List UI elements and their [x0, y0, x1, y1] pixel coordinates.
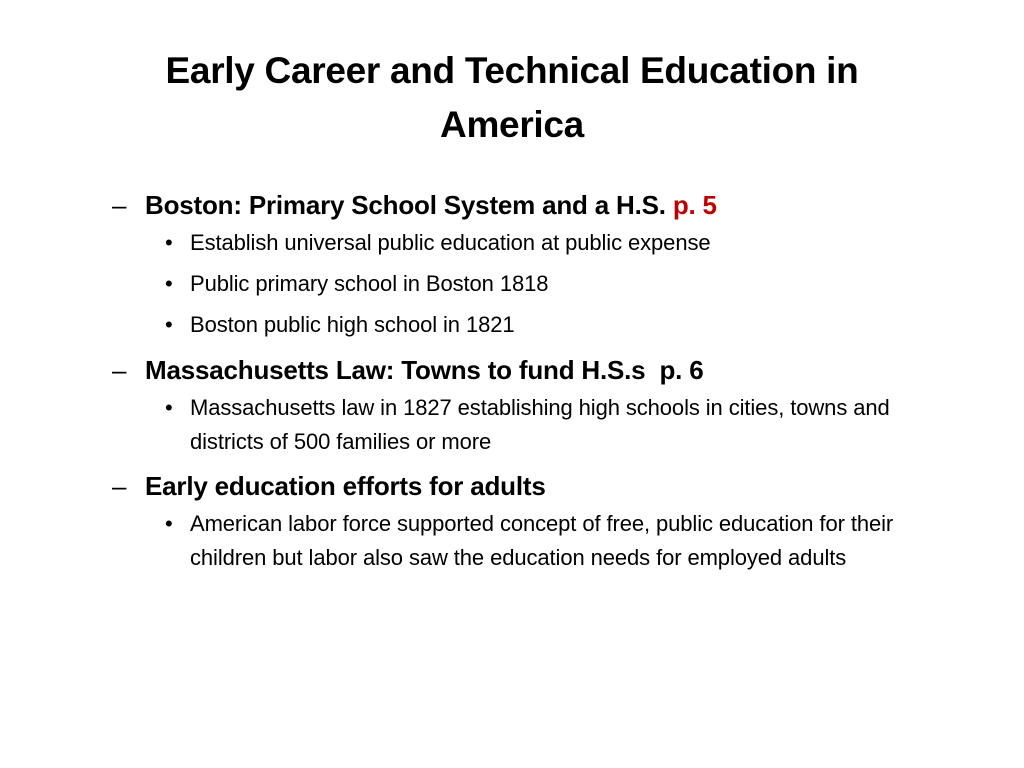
bullet-marker: •: [165, 230, 173, 255]
list-item: [112, 391, 972, 459]
section-heading: [112, 184, 972, 226]
section-heading-text: Massachusetts Law: Towns to fund H.S.s: [145, 355, 660, 385]
list-item: [112, 267, 972, 301]
section-heading-text: Early education efforts for adults: [145, 471, 546, 501]
section-boston: [112, 184, 972, 342]
dash-marker: –: [112, 190, 127, 220]
section-heading: [112, 465, 972, 507]
section-massachusetts-law: [112, 349, 972, 459]
bullet-list: [112, 391, 972, 459]
bullet-marker: •: [165, 395, 173, 420]
list-item-text: American labor force supported concept of free, public education for their children but labor also saw the education needs for employed adults: [190, 511, 894, 570]
list-item-text: Massachusetts law in 1827 establishing high schools in cities, towns and districts of 500 families or more: [190, 395, 890, 454]
section-heading: [112, 349, 972, 391]
bullet-marker: •: [165, 511, 173, 536]
dash-marker: –: [112, 355, 127, 385]
page-reference: p. 6: [659, 355, 704, 385]
section-adult-education: [112, 465, 972, 575]
bullet-list: [112, 507, 972, 575]
list-item: [112, 507, 972, 575]
bullet-marker: •: [165, 312, 173, 337]
list-item-text: Boston public high school in 1821: [190, 312, 515, 337]
list-item: [112, 226, 972, 260]
slide-content: [112, 184, 972, 581]
page-reference: p. 5: [672, 190, 717, 220]
bullet-list: [112, 226, 972, 342]
section-heading-text: Boston: Primary School System and a H.S.: [145, 190, 673, 220]
slide-title: Early Career and Technical Education in America: [165, 50, 859, 145]
list-item: [112, 308, 972, 342]
dash-marker: –: [112, 471, 127, 501]
list-item-text: Public primary school in Boston 1818: [190, 271, 549, 296]
bullet-marker: •: [165, 271, 173, 296]
list-item-text: Establish universal public education at public expense: [190, 230, 711, 255]
